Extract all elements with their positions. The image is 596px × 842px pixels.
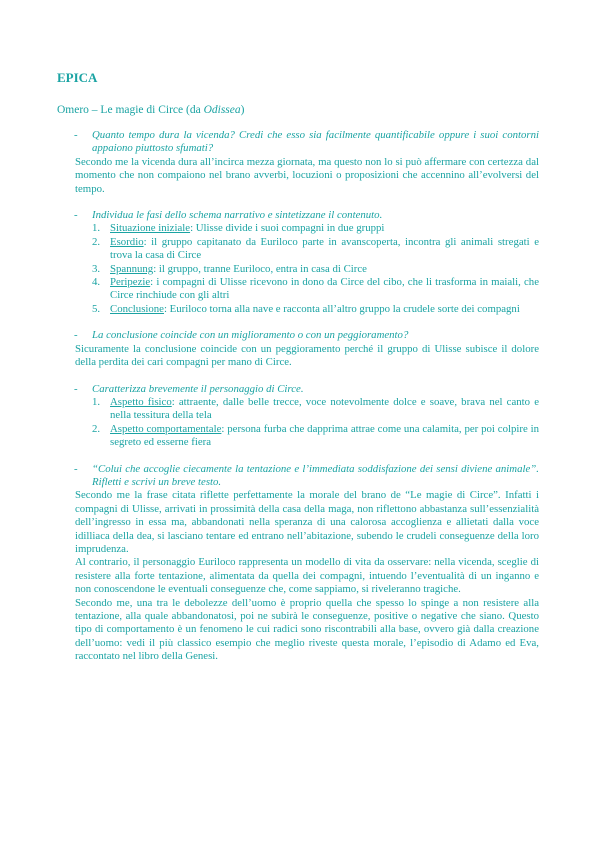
question-block-3	[57, 329, 539, 369]
dash-bullet: -	[74, 129, 78, 141]
answer-paragraph: Secondo me la vicenda dura all’incirca mezza giornata, ma questo non lo si può affermare con certezza dal momento che non compaiono nel brano avverbi, locuzioni o proposizioni che accennino all’evolversi del tempo.	[75, 155, 539, 195]
question-5	[57, 463, 539, 490]
answer-paragraph: Secondo me la frase citata riflette perfettamente la morale del brano de “Le magie di Circe”. Infatti i compagni di Ulisse, arrivati in prossimità della casa della maga, non riflettono abbastanza sull’essenzialità dell’ingresso in essa ma, abbandonati nella speranza di una calorosa accoglienza e allietati dalla voce idilliaca della dea, si lasciano tentare ed entrano nell’abitazione, subendo le crudeli conseguenze della loro imprudenza.	[75, 489, 539, 555]
list-number: 1.	[92, 395, 101, 408]
answer-1	[57, 156, 539, 196]
list-item	[57, 423, 539, 450]
list-item	[57, 303, 539, 316]
item-label: Spannung	[110, 262, 154, 275]
answer-paragraph: Sicuramente la conclusione coincide con un peggioramento perché il gruppo di Ulisse subisce il dolore della perdita dei cari compagni per mano di Circe.	[75, 342, 539, 369]
question-block-2	[57, 209, 539, 316]
narrative-phases-list	[57, 222, 539, 316]
list-number: 5.	[92, 302, 101, 315]
question-block-5	[57, 463, 539, 664]
item-label: Esordio	[110, 235, 144, 248]
answer-paragraph: Al contrario, il personaggio Euriloco rappresenta un modello di vita da osservare: nella vicenda, sceglie di resistere alla forte tentazione, alimentata da quella dei compagni, intuendo l’eventualità di un inganno e non conoscendone le eventuali conseguenze che, come sappiamo, si riveleranno tragiche.	[75, 556, 539, 596]
list-number: 3.	[92, 262, 101, 275]
list-number: 2.	[92, 422, 101, 435]
list-item	[57, 276, 539, 303]
dash-bullet: -	[74, 462, 78, 475]
list-item	[57, 236, 539, 263]
dash-bullet: -	[74, 382, 78, 395]
question-block-4	[57, 383, 539, 450]
question-3	[57, 329, 539, 342]
item-label: Situazione iniziale	[110, 222, 191, 235]
question-text: Individua le fasi dello schema narrativo e sintetizzane il contenuto.	[92, 209, 383, 222]
question-2	[57, 209, 539, 222]
dash-bullet: -	[74, 209, 78, 222]
section-heading: EPICA	[57, 70, 98, 85]
question-block-1	[57, 129, 539, 196]
question-1	[57, 129, 539, 156]
subtitle-work-title: Odissea	[203, 104, 241, 116]
list-item	[57, 222, 539, 235]
question-text: Quanto tempo dura la vicenda? Credi che esso sia facilmente quantificabile oppure i suoi contorni appaiono piuttosto sfumati?	[92, 129, 539, 155]
item-text: : il gruppo capitanato da Euriloco parte in avanscoperta, incontra gli animali stregati e trova la casa di Circe	[110, 235, 539, 262]
item-text: : persona furba che dapprima attrae come una calamita, per poi colpire in segreto ed esserne fiera	[110, 422, 540, 449]
question-text: Caratterizza brevemente il personaggio di Circe.	[92, 382, 304, 395]
list-number: 2.	[92, 235, 101, 248]
question-text: La conclusione coincide con un miglioramento o con un peggioramento?	[92, 329, 409, 342]
list-number: 4.	[92, 276, 101, 289]
subtitle-close: )	[240, 104, 245, 116]
item-text: : il gruppo, tranne Euriloco, entra in casa di Circe	[153, 262, 367, 275]
question-text: “Colui che accoglie ciecamente la tentazione e l’immediata soddisfazione dei sensi diviene animale”. Rifletti e scrivi un breve testo.	[92, 462, 539, 488]
answer-3	[57, 343, 539, 370]
item-label: Peripezie	[110, 276, 151, 289]
answer-5	[57, 489, 539, 663]
list-item	[57, 263, 539, 276]
list-item	[57, 396, 539, 423]
list-number: 1.	[92, 222, 101, 235]
item-label: Aspetto fisico	[110, 395, 172, 408]
document-page	[57, 70, 539, 677]
subtitle-text: Omero – Le magie di Circe (da	[57, 104, 204, 116]
question-4	[57, 383, 539, 396]
item-text: : i compagni di Ulisse ricevono in dono da Circe del cibo, che li trasforma in maiali, che Circe rinchiude con gli altri	[110, 276, 539, 302]
item-text: : attraente, dalle belle trecce, voce notevolmente dolce e soave, brava nel canto e nella tessitura della tela	[110, 395, 539, 422]
item-label: Conclusione	[110, 302, 164, 315]
document-subtitle	[57, 103, 539, 117]
item-label: Aspetto comportamentale	[110, 422, 222, 435]
item-text: : Euriloco torna alla nave e racconta all’altro gruppo la crudele sorte dei compagni	[163, 302, 520, 315]
answer-paragraph: Secondo me, una tra le debolezze dell’uomo è proprio quella che spesso lo spinge a non resistere alla tentazione, alla quale abbandonatosi, poi ne subirà le conseguenze, positive o negative che siano. Questo tipo di comportamento è un fenomeno le cui radici sono riscontrabili alla base, ovvero già dalla creazione dell’uomo: vedi il più classico esempio che meglio riveste questa morale, l’episodio di Adamo ed Eva, raccontato nel libro della Genesi.	[75, 596, 539, 663]
dash-bullet: -	[74, 329, 78, 342]
circe-traits-list	[57, 396, 539, 450]
item-text: : Ulisse divide i suoi compagni in due gruppi	[190, 222, 385, 235]
